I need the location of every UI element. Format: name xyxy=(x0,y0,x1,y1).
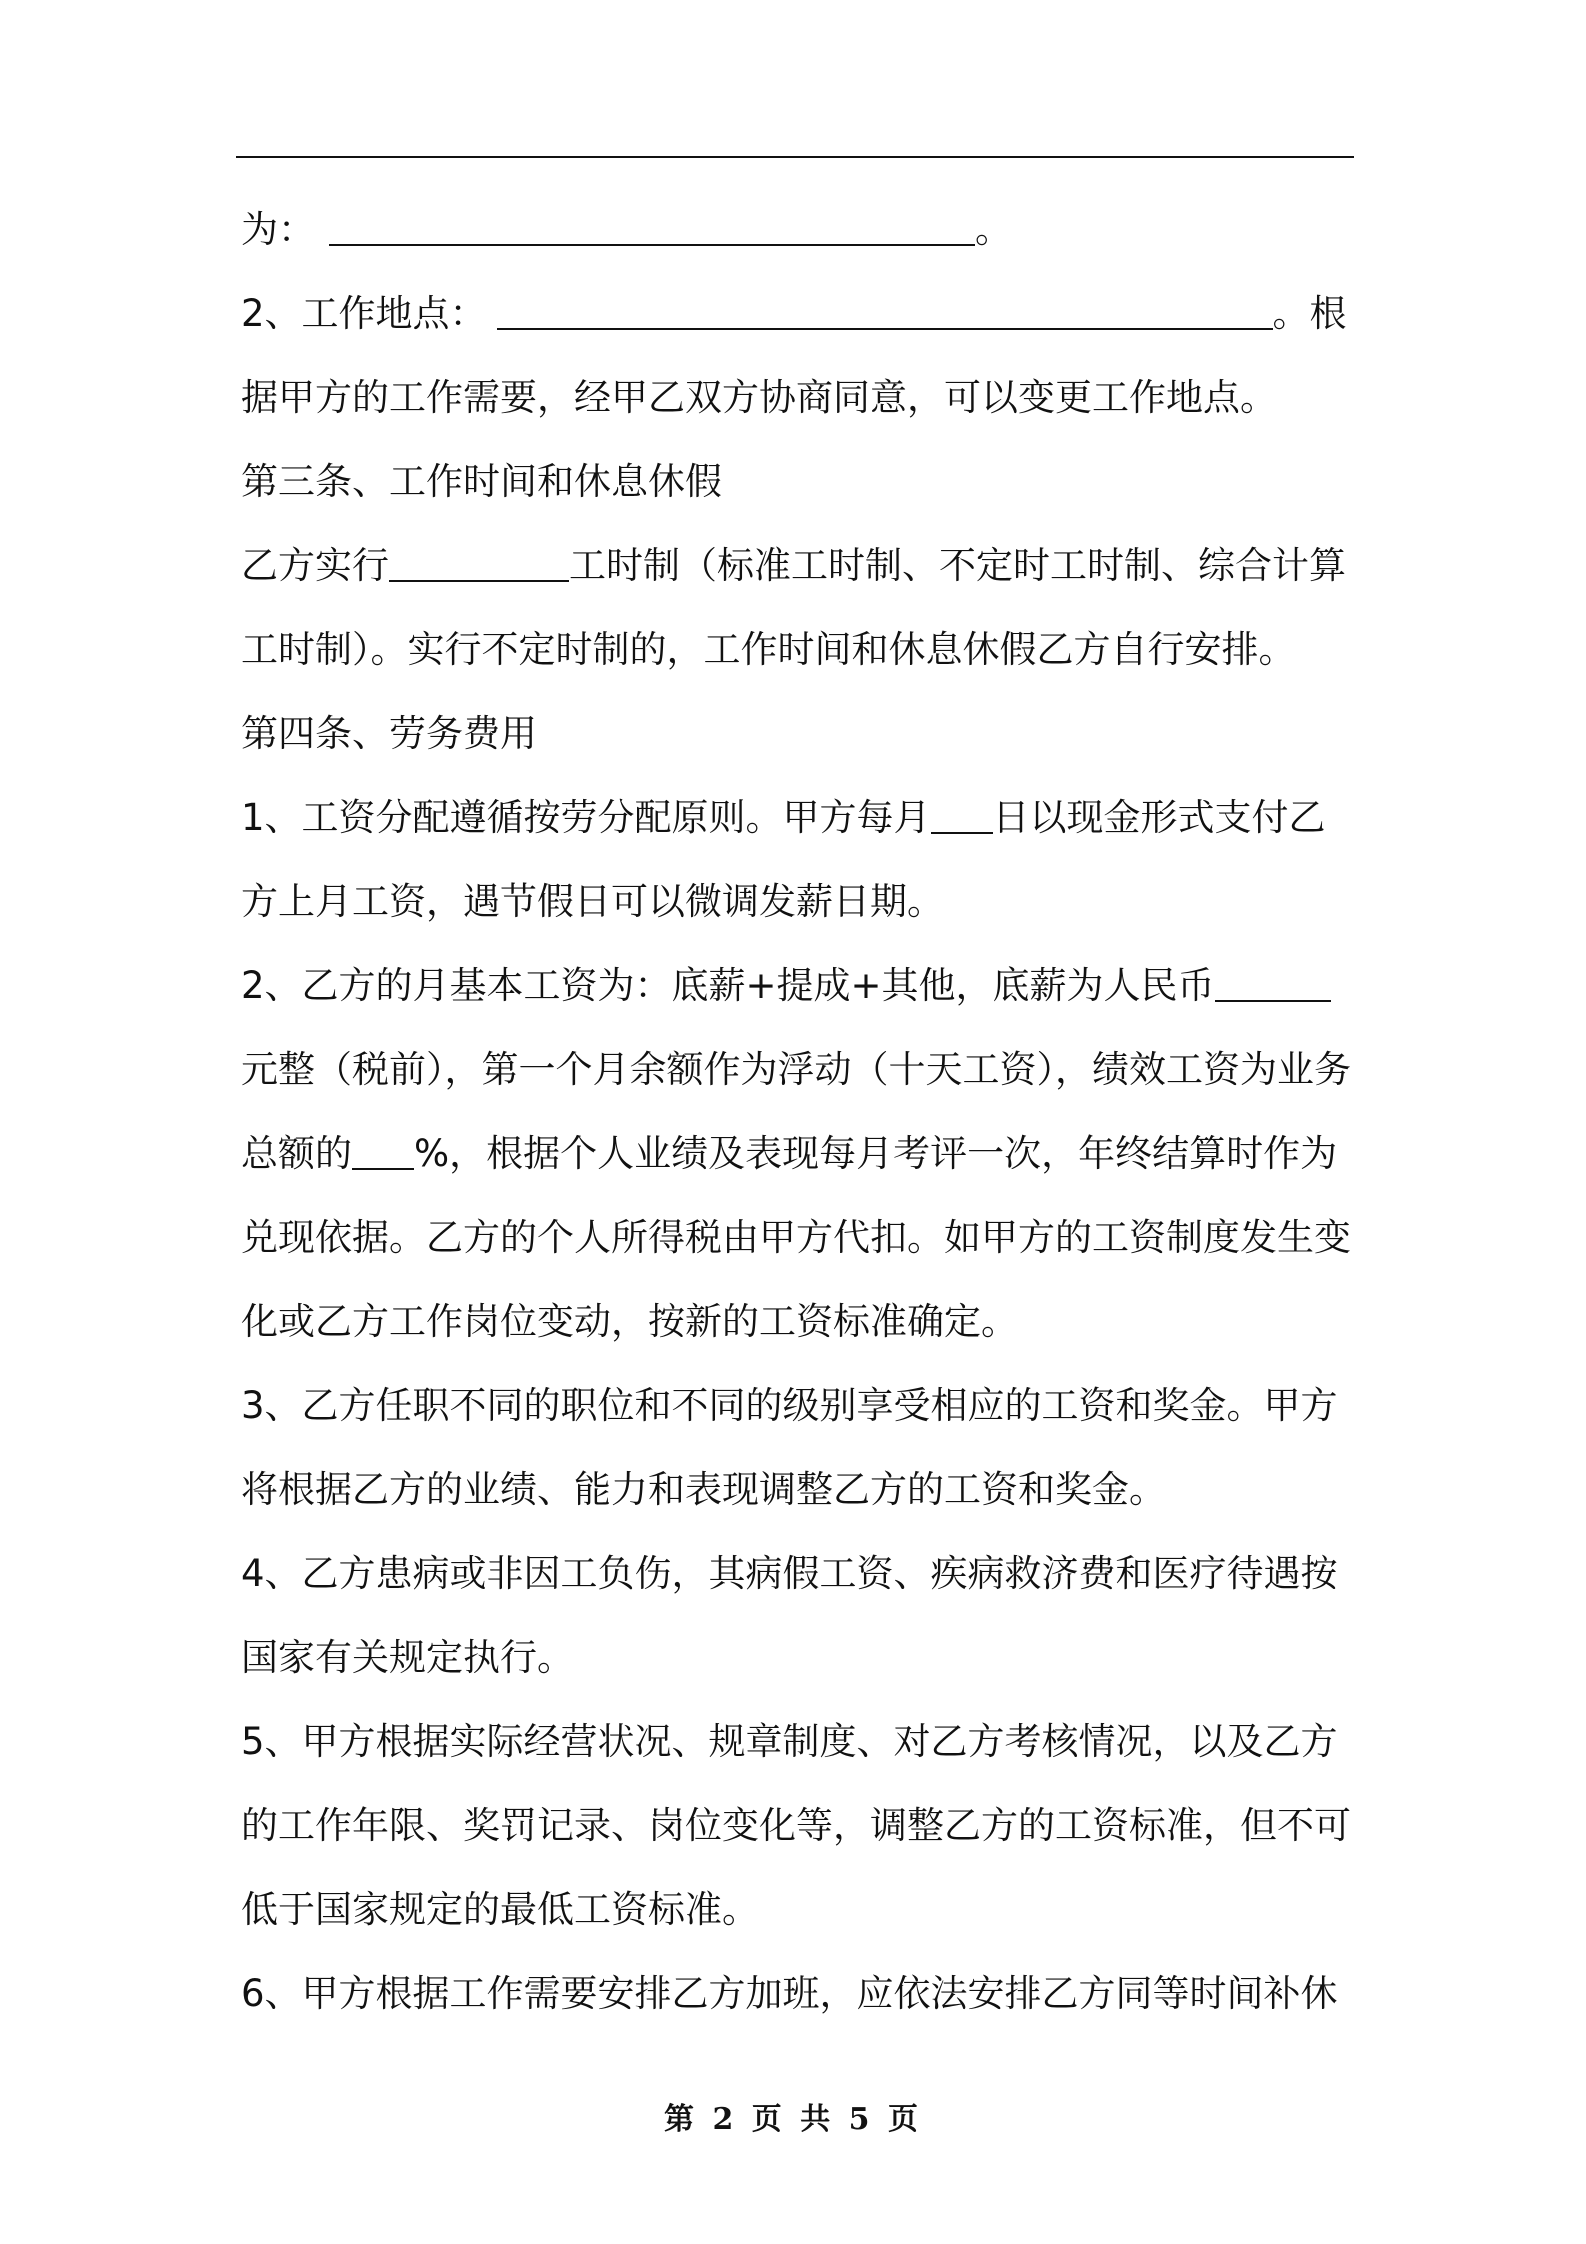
header-rule xyxy=(236,156,1354,158)
text-line: 2、乙方的月基本工资为：底薪+提成+其他，底薪为人民币 xyxy=(241,944,1355,1028)
text-line: 工时制）。实行不定时制的，工作时间和休息休假乙方自行安排。 xyxy=(241,628,1296,671)
text-line: 3、乙方任职不同的职位和不同的级别享受相应的工资和奖金。甲方 xyxy=(241,1384,1338,1427)
text-line: 据甲方的工作需要，经甲乙双方协商同意，可以变更工作地点。 xyxy=(241,376,1277,419)
text-line: 4、乙方患病或非因工负伤，其病假工资、疾病救济费和医疗待遇按 xyxy=(241,1552,1338,1595)
text-line: 总额的 %，根据个人业绩及表现每月考评一次，年终结算时作为 xyxy=(241,1132,1338,1175)
text-line: 方上月工资，遇节假日可以微调发薪日期。 xyxy=(241,880,944,923)
fill-in-blank xyxy=(352,1130,414,1170)
text-line: 为： 。 xyxy=(241,208,1012,251)
text-line: 乙方实行 工时制（标准工时制、不定时工时制、综合计算 xyxy=(241,544,1346,587)
text-line: 5、甲方根据实际经营状况、规章制度、对乙方考核情况，以及乙方 xyxy=(241,1720,1338,1763)
fill-in-blank xyxy=(497,290,1273,330)
section-heading: 第四条、劳务费用 xyxy=(241,712,537,755)
fill-in-blank xyxy=(389,542,569,582)
text-line: 兑现依据。乙方的个人所得税由甲方代扣。如甲方的工资制度发生变 xyxy=(241,1216,1351,1259)
text-line: 的工作年限、奖罚记录、岗位变化等，调整乙方的工资标准，但不可 xyxy=(241,1804,1351,1847)
text-line: 将根据乙方的业绩、能力和表现调整乙方的工资和奖金。 xyxy=(241,1468,1166,1511)
text-line: 元整（税前），第一个月余额作为浮动（十天工资），绩效工资为业务 xyxy=(241,1048,1351,1091)
text-line: 低于国家规定的最低工资标准。 xyxy=(241,1888,759,1931)
text-line: 2、工作地点： 。根 xyxy=(241,292,1347,335)
section-heading: 第三条、工作时间和休息休假 xyxy=(241,460,722,503)
text-line: 6、甲方根据工作需要安排乙方加班，应依法安排乙方同等时间补休 xyxy=(241,1972,1338,2015)
page-number: 第 2 页 共 5 页 xyxy=(664,2102,922,2137)
fill-in-blank xyxy=(1215,962,1331,1002)
fill-in-blank xyxy=(329,206,975,246)
text-line: 1、工资分配遵循按劳分配原则。甲方每月 日以现金形式支付乙 xyxy=(241,796,1326,839)
text-line: 化或乙方工作岗位变动，按新的工资标准确定。 xyxy=(241,1300,1018,1343)
fill-in-blank xyxy=(931,794,993,834)
document-body xyxy=(241,188,1355,2036)
text-line: 国家有关规定执行。 xyxy=(241,1636,574,1679)
